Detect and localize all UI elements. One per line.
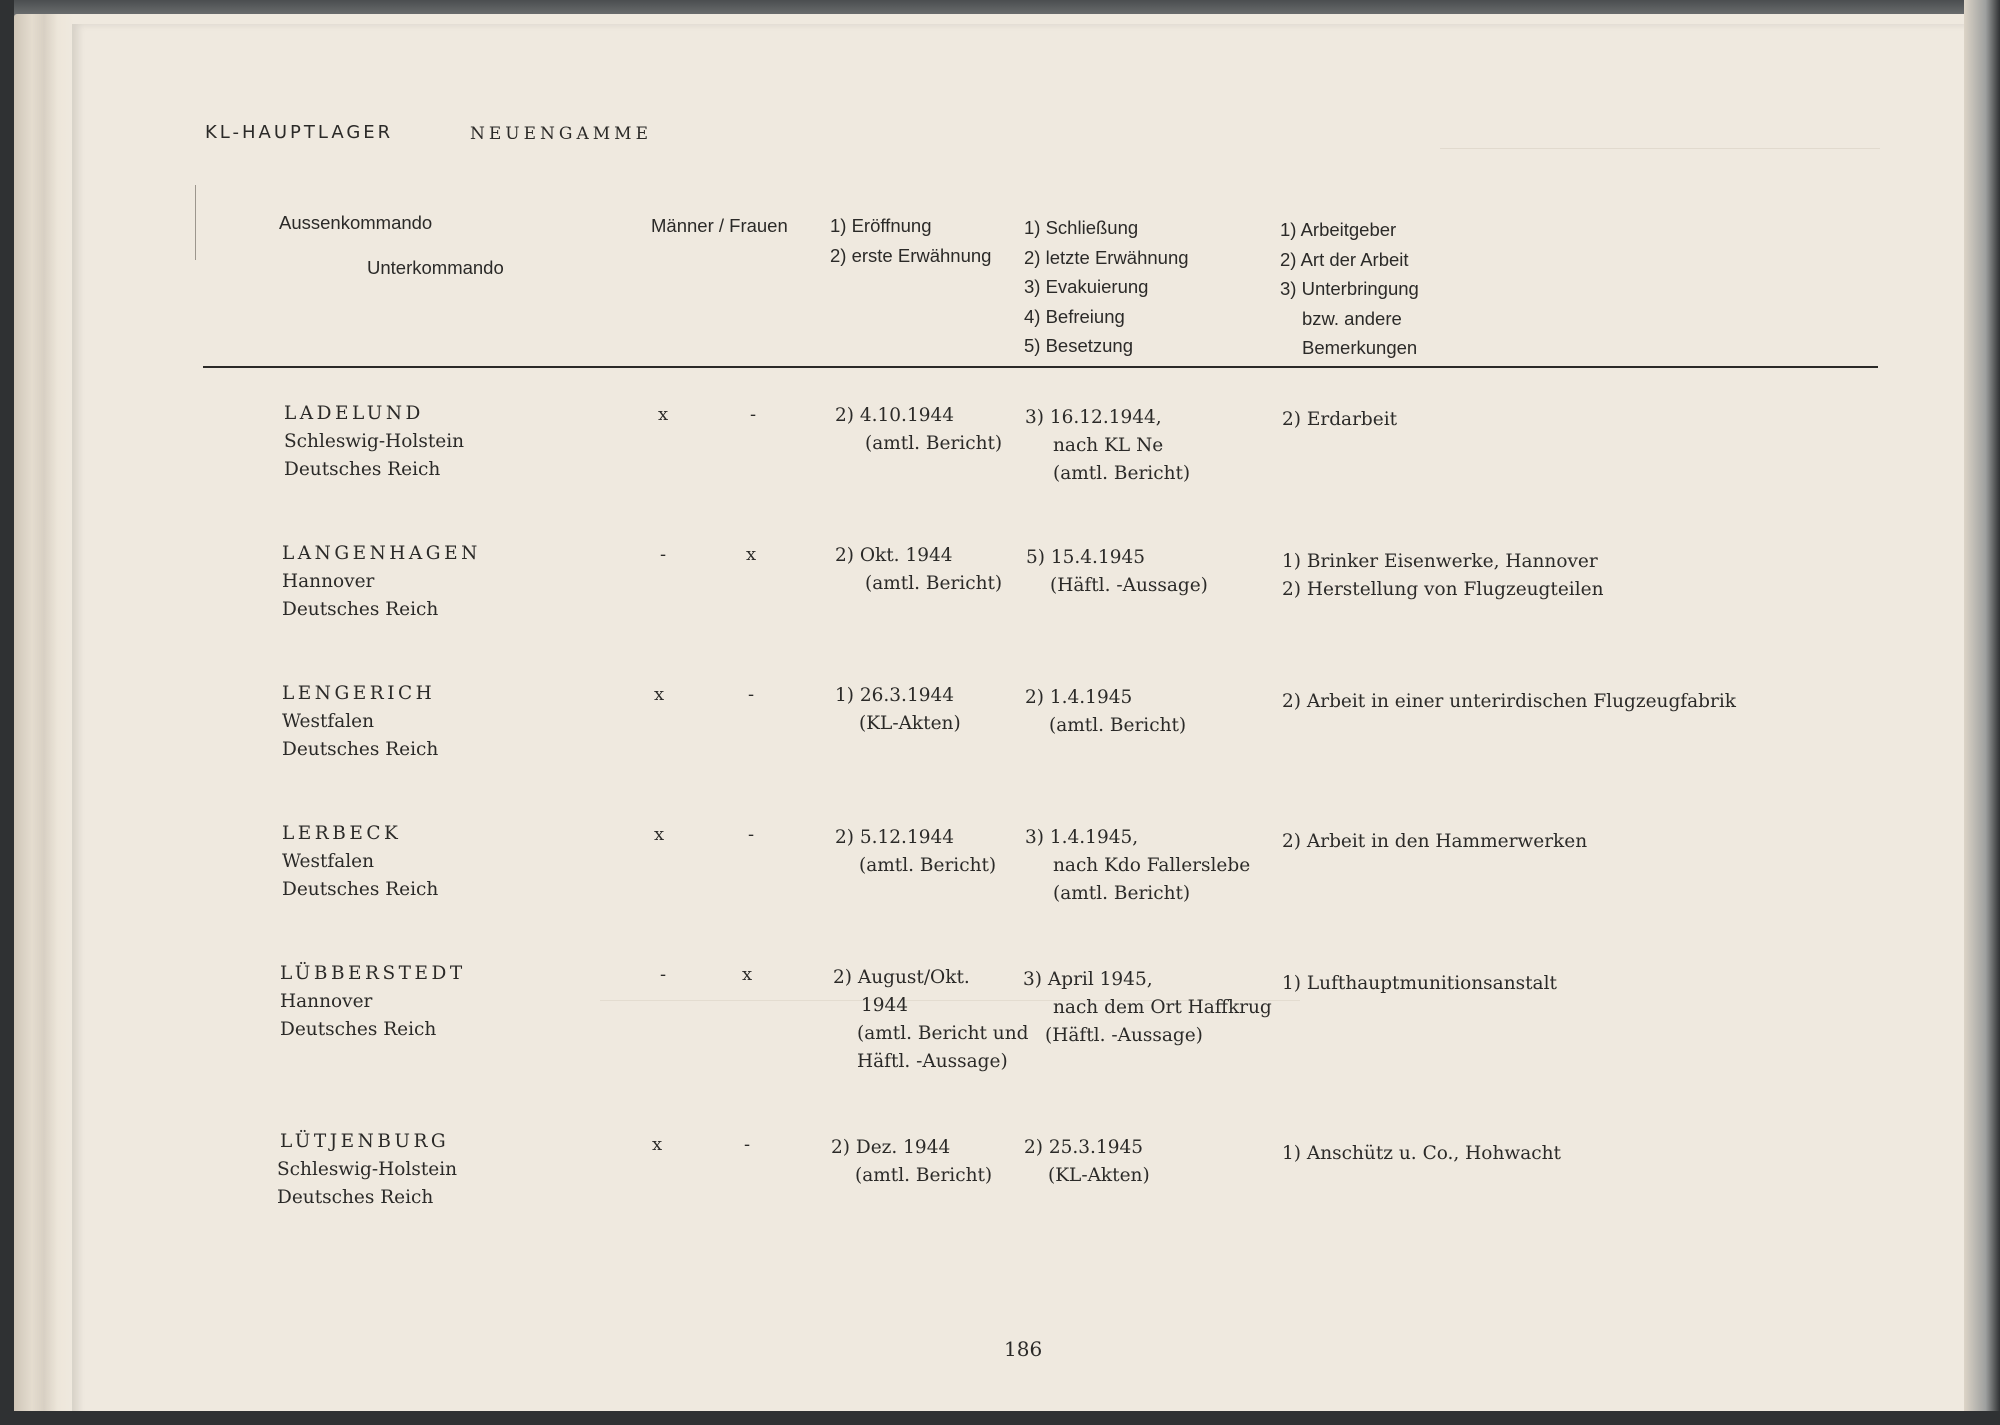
men-mark: -: [660, 544, 667, 565]
bleed-through-decoration: [1440, 130, 1880, 149]
row-closing: 2) 25.3.1945 (KL-Akten): [1024, 1137, 1150, 1186]
row-employer: 2) Arbeit in einer unterirdischen Flugzeugfabrik: [1282, 691, 1736, 712]
column-header-closing: 1) Schließung 2) letzte Erwähnung 3) Evakuierung 4) Befreiung 5) Besetzung: [1024, 217, 1189, 356]
book-bottom-edge: [0, 1411, 2000, 1425]
row-closing: 5) 15.4.1945 (Häftl. -Aussage): [1026, 547, 1208, 596]
row-opening: 2) Dez. 1944 (amtl. Bericht): [831, 1137, 993, 1186]
men-mark: x: [652, 1134, 663, 1155]
women-mark: -: [744, 1134, 751, 1155]
women-mark: -: [748, 824, 755, 845]
men-mark: x: [654, 684, 665, 705]
row-opening: 2) 5.12.1944 (amtl. Bericht): [835, 827, 997, 876]
margin-line: [195, 185, 196, 260]
row-location: LADELUND Schleswig-Holstein Deutsches Reich: [284, 403, 465, 480]
column-header-employer: 1) Arbeitgeber 2) Art der Arbeit 3) Unterbringung bzw. andere Bemerkungen: [1280, 219, 1419, 358]
women-mark: x: [742, 964, 753, 985]
book-right-edge: [1964, 0, 2000, 1425]
row-closing: 3) April 1945, nach dem Ort Haffkrug (Häftl. -Aussage): [1023, 969, 1272, 1046]
column-header-subcommand: Unterkommando: [367, 257, 504, 278]
row-opening: 2) 4.10.1944 (amtl. Bericht): [835, 405, 1003, 454]
row-employer: 1) Lufthauptmunitionsanstalt: [1282, 973, 1557, 994]
row-location: LENGERICH Westfalen Deutsches Reich: [282, 683, 439, 760]
row-opening: 2) Okt. 1944 (amtl. Bericht): [835, 545, 1003, 594]
page-header-camp-name: NEUENGAMME: [470, 124, 652, 144]
column-header-opening: 1) Eröffnung 2) erste Erwähnung: [830, 215, 992, 266]
row-opening: 2) August/Okt. 1944 (amtl. Bericht und Häftl. -Aussage): [833, 967, 1029, 1072]
men-mark: x: [654, 824, 665, 845]
row-location: LÜBBERSTEDT Hannover Deutsches Reich: [280, 963, 466, 1040]
row-employer: 2) Erdarbeit: [1282, 409, 1398, 430]
row-location: LERBECK Westfalen Deutsches Reich: [282, 823, 439, 900]
row-employer: 1) Anschütz u. Co., Hohwacht: [1282, 1143, 1561, 1164]
row-closing: 2) 1.4.1945 (amtl. Bericht): [1025, 687, 1187, 736]
page-header-main-camp: KL-HAUPTLAGER: [205, 122, 394, 143]
row-employer: 2) Arbeit in den Hammerwerken: [1282, 831, 1588, 852]
row-closing: 3) 1.4.1945, nach Kdo Fallerslebe (amtl. Bericht): [1025, 827, 1251, 904]
row-opening: 1) 26.3.1944 (KL-Akten): [835, 685, 961, 734]
column-header-gender: Männer / Frauen: [651, 215, 788, 236]
row-location: LÜTJENBURG Schleswig-Holstein Deutsches Reich: [277, 1131, 458, 1208]
men-mark: x: [658, 404, 669, 425]
women-mark: -: [750, 404, 757, 425]
page-number: 186: [1004, 1337, 1043, 1361]
row-location: LANGENHAGEN Hannover Deutsches Reich: [282, 543, 481, 620]
header-divider-rule: [203, 366, 1878, 368]
men-mark: -: [660, 964, 667, 985]
book-left-edge: [0, 0, 14, 1425]
women-mark: -: [748, 684, 755, 705]
row-employer: 1) Brinker Eisenwerke, Hannover 2) Herstellung von Flugzeugteilen: [1282, 551, 1604, 600]
women-mark: x: [746, 544, 757, 565]
column-header-subcamp: Aussenkommando: [279, 212, 433, 233]
row-closing: 3) 16.12.1944, nach KL Ne (amtl. Bericht): [1025, 407, 1191, 484]
